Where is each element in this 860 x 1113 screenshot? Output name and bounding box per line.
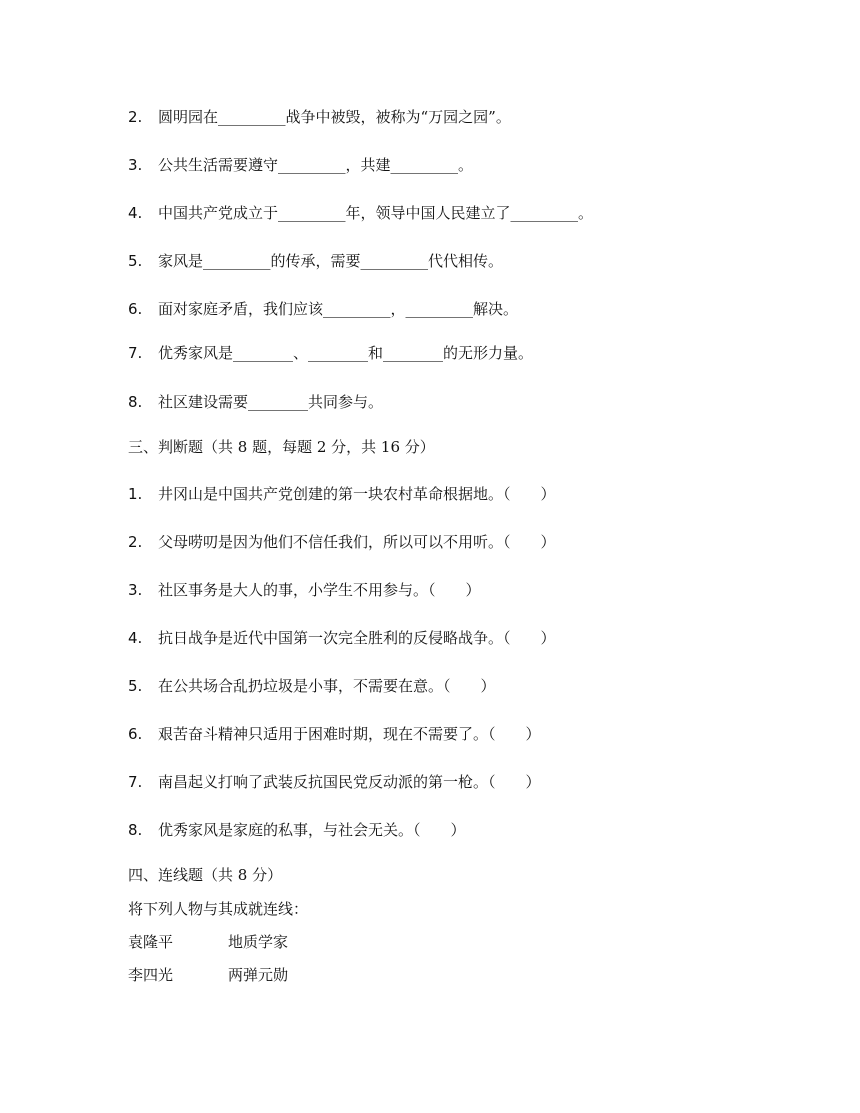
- item-text: 抗日战争是近代中国第一次完全胜利的反侵略战争。（ ）: [158, 629, 556, 647]
- item-text: 井冈山是中国共产党创建的第一块农村革命根据地。（ ）: [158, 485, 556, 503]
- item-number: 5.: [128, 252, 143, 270]
- item-number: 7.: [128, 773, 143, 791]
- person-name: 李四光: [128, 966, 174, 984]
- item-number: 6.: [128, 725, 143, 743]
- fill-blank-item: [128, 106, 511, 128]
- item-number: 5.: [128, 677, 143, 695]
- matching-row: [128, 964, 288, 985]
- item-text: 家风是_________的传承，需要_________代代相传。: [158, 252, 504, 270]
- section-title: 三、判断题（共 8 题，每题 2 分，共 16 分）: [128, 438, 435, 456]
- item-number: 6.: [128, 300, 143, 318]
- person-name: 袁隆平: [128, 933, 174, 951]
- item-number: 3.: [128, 156, 143, 174]
- judgment-item: [128, 579, 481, 601]
- item-text: 优秀家风是家庭的私事，与社会无关。（ ）: [158, 821, 466, 839]
- item-text: 父母唠叨是因为他们不信任我们，所以可以不用听。（ ）: [158, 533, 556, 551]
- fill-blank-item: [128, 202, 593, 224]
- item-number: 7.: [128, 344, 143, 362]
- item-text: 圆明园在_________战争中被毁，被称为“万园之园”。: [158, 108, 511, 126]
- judgment-item: [128, 771, 541, 793]
- fill-blank-item: [128, 154, 473, 176]
- item-text: 艰苦奋斗精神只适用于困难时期，现在不需要了。（ ）: [158, 725, 541, 743]
- item-text: 优秀家风是________、________和________的无形力量。: [158, 344, 534, 362]
- item-text: 在公共场合乱扔垃圾是小事，不需要在意。（ ）: [158, 677, 496, 695]
- judgment-item: [128, 723, 541, 745]
- judgment-item: [128, 531, 556, 553]
- item-text: 面对家庭矛盾，我们应该_________，_________解决。: [158, 300, 519, 318]
- item-text: 公共生活需要遵守_________，共建_________。: [158, 156, 474, 174]
- item-number: 2.: [128, 108, 143, 126]
- item-number: 2.: [128, 533, 143, 551]
- section-title: 四、连线题（共 8 分）: [128, 866, 283, 884]
- item-text: 社区建设需要________共同参与。: [158, 393, 384, 411]
- item-number: 8.: [128, 821, 143, 839]
- judgment-item: [128, 675, 496, 697]
- judgment-item: [128, 627, 556, 649]
- judgment-item: [128, 819, 466, 841]
- fill-blank-item: [128, 342, 533, 364]
- item-number: 4.: [128, 629, 143, 647]
- section-instruction: 将下列人物与其成就连线：: [128, 900, 309, 918]
- item-text: 社区事务是大人的事，小学生不用参与。（ ）: [158, 581, 481, 599]
- matching-row: [128, 931, 288, 952]
- fill-blank-item: [128, 298, 518, 320]
- item-text: 南昌起义打响了武装反抗国民党反动派的第一枪。（ ）: [158, 773, 541, 791]
- item-number: 1.: [128, 485, 143, 503]
- judgment-item: [128, 483, 556, 505]
- item-number: 8.: [128, 393, 143, 411]
- achievement: 地质学家: [228, 933, 289, 951]
- item-number: 4.: [128, 204, 143, 222]
- item-text: 中国共产党成立于_________年，领导中国人民建立了_________。: [158, 204, 594, 222]
- achievement: 两弹元勋: [228, 966, 289, 984]
- fill-blank-item: [128, 391, 383, 413]
- item-number: 3.: [128, 581, 143, 599]
- fill-blank-item: [128, 250, 503, 272]
